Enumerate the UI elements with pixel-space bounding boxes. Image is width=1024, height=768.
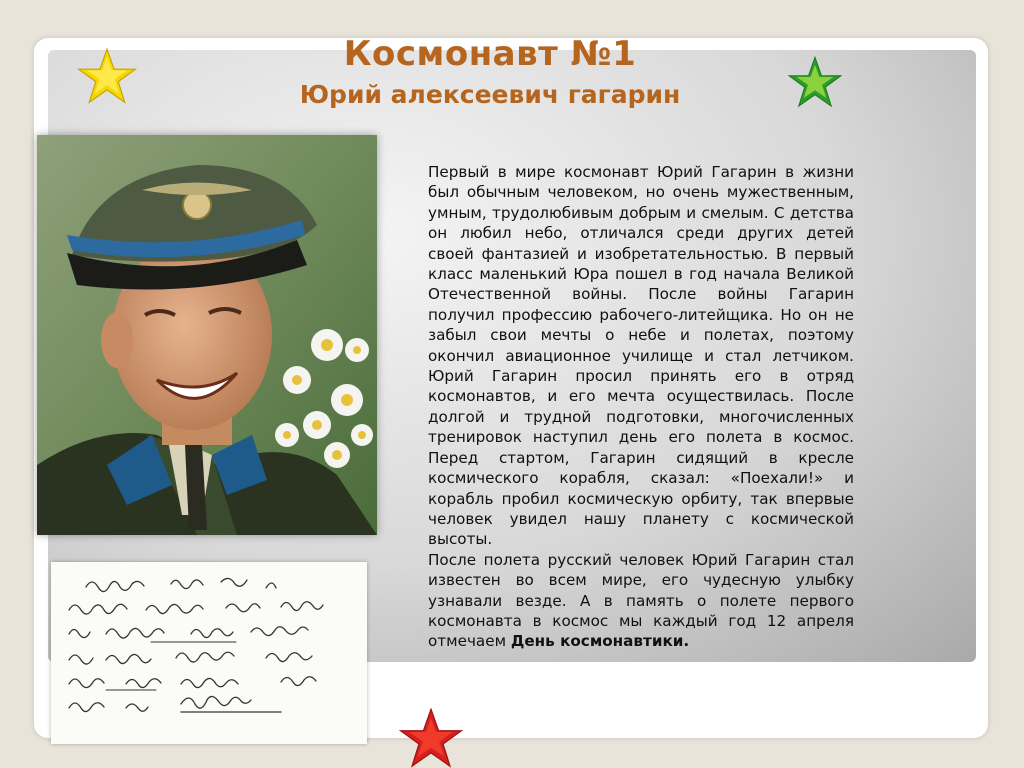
biography-paragraph-1: Первый в мире космонавт Юрий Гагарин в жизни был обычным человеком, но очень мужественным, умным, трудолюбивым добрым и смелым. С детства он любил небо, отличался среди других детей своей фантазией и изобретательностью. В первый класс маленький Юра пошел в год начала Великой Отечественной войны. После войны Гагарин получил профессию рабочего-литейщика. Но он не забыл свои мечты о небе и полетах, поэтому окончил авиационное училище и стал летчиком. Юрий Гагарин просил принять его в отряд космонавтов, и его мечта осуществилась. После долгой и трудной подготовки, многочисленных тренировок наступил день его полета в космос. Перед стартом, Гагарин сидящий в кресле космического корабля, сказал: «Поехали!» и корабль пробил космическую орбиту, так впервые человек увидел нашу планету с космической высоты.	[428, 163, 854, 549]
cosmonautics-day-label: День космонавтики.	[510, 632, 690, 651]
gagarin-portrait-image	[37, 135, 377, 535]
page-subtitle: Юрий алексеевич гагарин	[299, 80, 681, 109]
yellow-star-icon	[76, 48, 138, 104]
handwritten-note-image	[51, 562, 367, 744]
biography-paragraph-2	[428, 550, 854, 652]
biography-text	[428, 162, 854, 652]
biography-paragraph-2-text: После полета русский человек Юрий Гагарин стал известен во всем мире, его чудесную улыбку узнавали везде. А в память о полете первого космонавта в космос мы каждый год 12 апреля отмечаем	[428, 550, 854, 651]
page-title: Космонавт №1	[343, 34, 637, 74]
red-star-icon	[397, 708, 465, 768]
green-star-icon	[788, 56, 842, 108]
